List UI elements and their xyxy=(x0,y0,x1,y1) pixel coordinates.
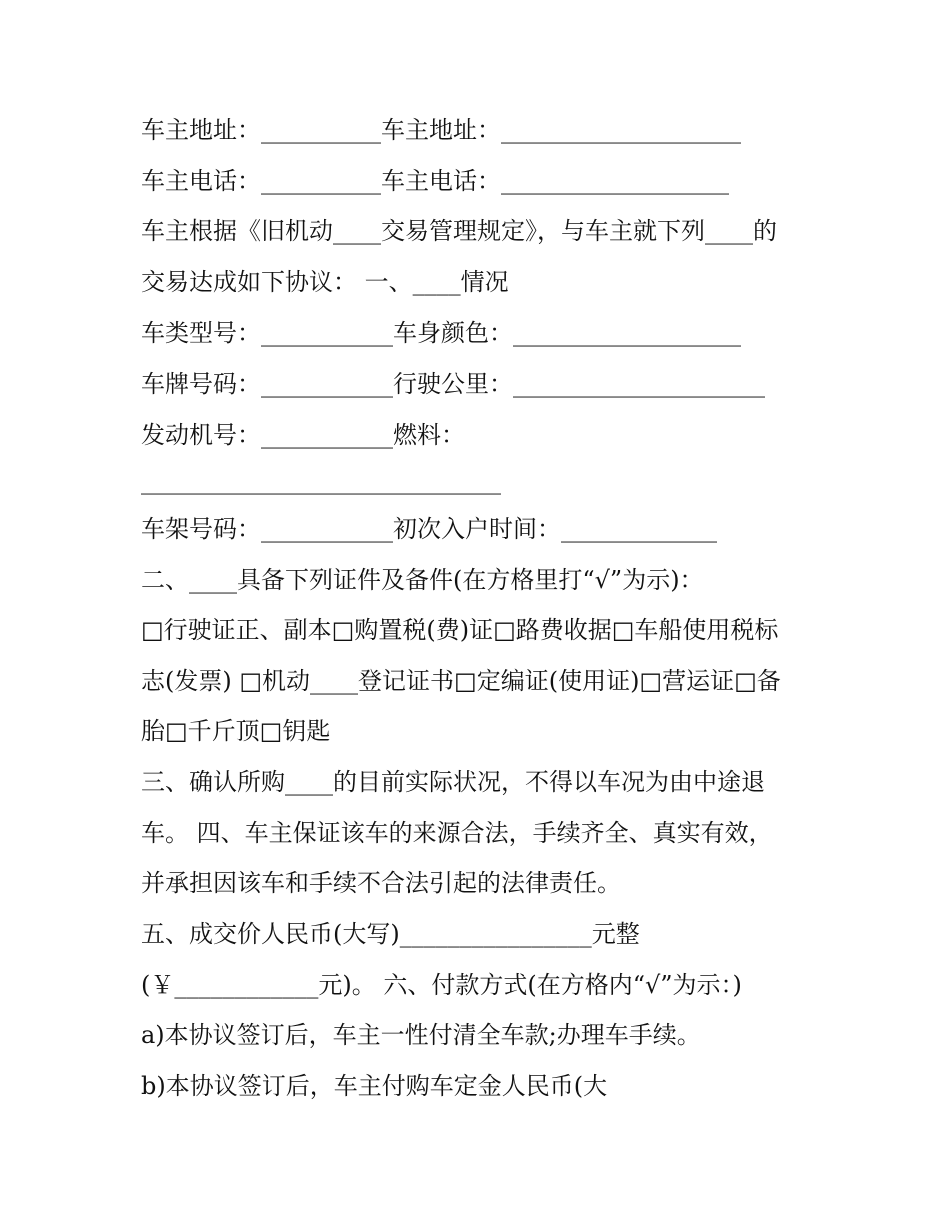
section-four-line: 车。 四、车主保证该车的来源合法，手续齐全、真实有效， xyxy=(141,819,773,847)
documents-checklist-line-1: □行驶证正、副本□购置税(费)证□路费收据□车船使用税标 xyxy=(141,616,779,644)
fuel-blank-line: ______________________________ xyxy=(141,467,501,495)
engine-number-line: 发动机号：___________燃料： xyxy=(141,421,465,449)
documents-checklist-line-3: 胎□千斤顶□钥匙 xyxy=(141,717,331,745)
liability-line: 并承担因该车和手续不合法引起的法律责任。 xyxy=(141,869,621,897)
plate-number-line: 车牌号码：___________行驶公里：_____________________ xyxy=(141,370,765,398)
agreement-intro-line: 车主根据《旧机动____交易管理规定》，与车主就下列____的 xyxy=(141,217,777,245)
vehicle-model-line: 车类型号：___________车身颜色：___________________ xyxy=(141,319,741,347)
payment-option-b: b)本协议签订后，车主付购车定金人民币(大 xyxy=(141,1072,608,1100)
section-six-heading: (￥____________元)。 六、付款方式(在方格内“√”为示：) xyxy=(141,971,742,999)
payment-option-a: a)本协议签订后，车主一性付清全车款;办理车手续。 xyxy=(141,1021,701,1049)
section-five-price-line: 五、成交价人民币(大写)________________元整 xyxy=(141,920,640,948)
frame-number-line: 车架号码：___________初次入户时间：_____________ xyxy=(141,515,717,543)
owner-phone-line: 车主电话：__________车主电话：___________________ xyxy=(141,167,729,195)
documents-checklist-line-2: 志(发票) □机动____登记证书□定编证(使用证)□营运证□备 xyxy=(141,667,781,695)
owner-address-line: 车主地址：__________车主地址：____________________ xyxy=(141,116,741,144)
section-one-heading: 交易达成如下协议： 一、____情况 xyxy=(141,268,509,296)
section-two-heading: 二、____具备下列证件及备件(在方格里打“√”为示)： xyxy=(141,566,704,594)
section-three-line-1: 三、确认所购____的目前实际状况，不得以车况为由中途退 xyxy=(141,768,765,796)
